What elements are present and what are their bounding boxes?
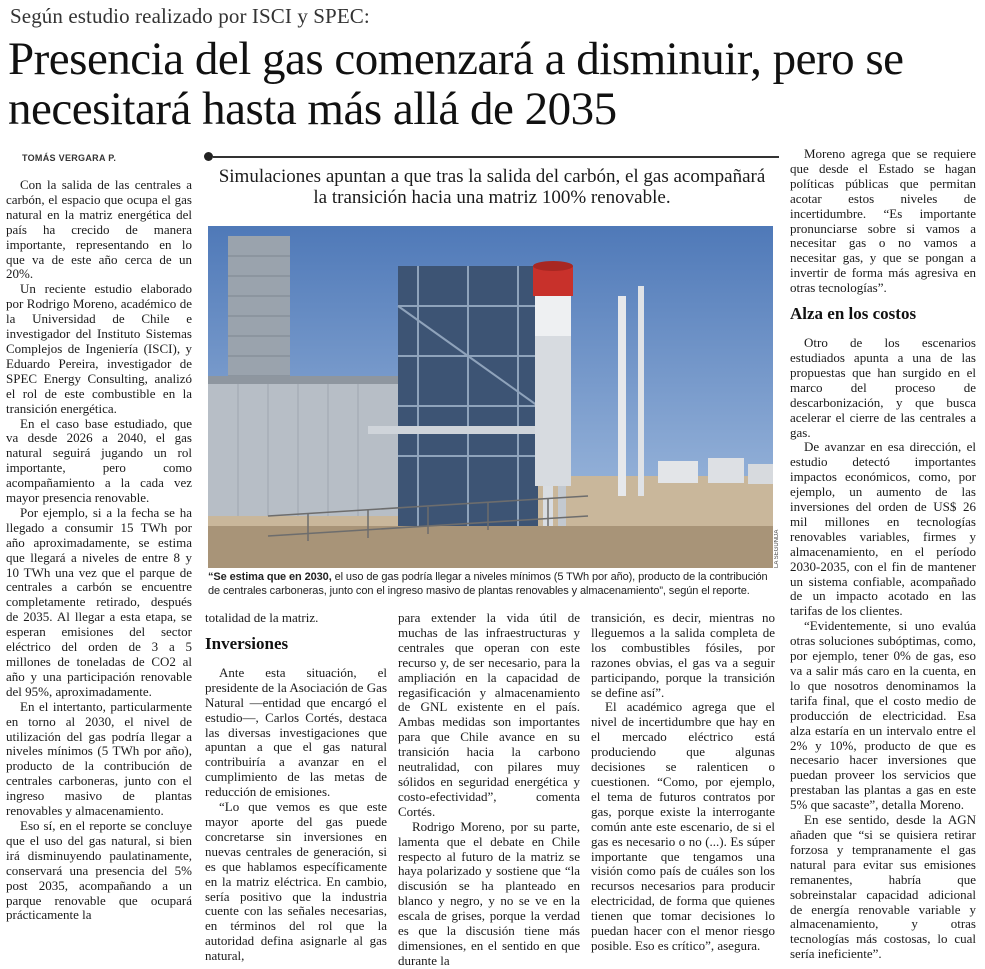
column3-paragraph: para extender la vida útil de muchas de las infraestructuras y centrales que operan con este recurso y, de ser necesario, para la ampliación en la capacidad de regasificación y almacenamiento de GNL existente en el país. Ambas medidas son importantes para que Chile avance en su transición hacia la carbono neutralidad, con pilares muy sólidos en seguridad energética y costo-efectividad”, comenta Cortés.: [398, 610, 580, 819]
power-plant-photo: [208, 226, 773, 568]
subhead-alza-costos: Alza en los costos: [790, 304, 917, 324]
article-headline: Presencia del gas comenzará a disminuir, pero se necesitará hasta más allá de 2035: [8, 33, 904, 135]
column1-paragraph: En el intertanto, particularmente en torno al 2030, el nivel de utilización del gas podría llegar a niveles mínimos (5 TWh por año), producto de la contribución de centrales carboneras, junto con el ingreso masivo de plantas renovables y almacenamiento.: [6, 698, 192, 819]
column1-paragraph: Con la salida de las centrales a carbón, el espacio que ocupa el gas natural en la matriz energética del país ha crecido de manera importante, representando en lo que va de este año cerca de un 20%.: [6, 177, 192, 282]
article-column-3: [398, 610, 580, 968]
column5-paragraph: En ese sentido, desde la AGN añaden que “si se quisiera retirar forzosa y tempranamente el gas natural para evitar sus emisiones remanentes, habría que sobreinstalar capacidad adicional de energía renovable variable y almacenamiento, y otras tecnologías más costosas, lo cual sería ineficiente”.: [790, 812, 976, 962]
column5-paragraph: Otro de los escenarios estudiados apunta a una de las propuestas que han surgido en el marco del proceso de descarbonización, y que busca acelerar el cierre de las centrales a gas.: [790, 335, 976, 440]
article-column-4: [591, 611, 775, 953]
deck-bullet: [204, 152, 213, 161]
caption-text: el uso de gas podría llegar a niveles mínimos (5 TWh por año), producto de la contribución de centrales carboneras, junto con el ingreso masivo de plantas renovables y almacenamiento”, según el reporte.: [208, 571, 768, 597]
column1-paragraph: Un reciente estudio elaborado por Rodrigo Moreno, académico de la Universidad de Chile e investigador del Instituto Sistemas Complejos de Ingeniería (ISCI), y Eduardo Pereira, investigador de SPEC Energy Consulting, analizó el rol de este combustible en la transición energética.: [6, 281, 192, 416]
column4-paragraph: transición, es decir, mientras no lleguemos a la salida completa de los combustibles fósiles, por razones obvias, el gas va a seguir participando, porque la transición se define así”.: [591, 610, 775, 700]
article-kicker: Según estudio realizado por ISCI y SPEC:: [10, 4, 370, 28]
deck-rule: [213, 156, 779, 158]
subhead-inversiones: Inversiones: [205, 633, 289, 653]
column5-paragraph: De avanzar en esa dirección, el estudio detectó importantes impactos económicos, como, por ejemplo, un aumento de las inversiones del orden de US$ 26 mil millones en tecnologías renovables variables, firmes y almacenamiento, en el período 2030-2035, con el fin de mantener un sistema confiable, acompañado de un impacto acotado en las tarifas de los clientes.: [790, 439, 976, 619]
caption-lead: “Se estima que en 2030,: [208, 571, 332, 583]
column4-paragraph: El académico agrega que el nivel de incertidumbre que hay en el mercado eléctrico está produciendo que algunas decisiones se ralenticen o cuestionen. “Como, por ejemplo, el tema de futuros contratos por gas, porque existe la interrogante común ante este escenario, de si el gas es necesario o no (...). Es súper importante que tengamos una visión como país de cuáles son los recursos necesarios para producir electricidad, de forma que quienes tienen que tomar decisiones lo puedan hacer con el menor riesgo posible. Eso es crítico”, asegura.: [591, 699, 775, 953]
article-byline: TOMÁS VERGARA P.: [22, 153, 117, 163]
column2-paragraph: Ante esta situación, el presidente de la Asociación de Gas Natural —entidad que encargó el estudio—, Carlos Cortés, destaca las diversas investigaciones que apuntan a que el gas natural contribuiría a avanzar en el cumplimiento de las metas de reducción de emisiones.: [205, 664, 387, 800]
column1-paragraph: Eso sí, en el reporte se concluye que el uso del gas natural, si bien irá disminuyendo paulatinamente, conservará una presencia del 5% post 2035, acompañando a un parque renovable que ocupará prácticamente la: [6, 817, 192, 923]
article-column-1: [6, 178, 192, 953]
column2-paragraph: “Lo que vemos es que este mayor aporte del gas puede concretarse sin inversiones en nuevas centrales de generación, si es que hablamos específicamente en la matriz eléctrica. En cambio, sería positivo que la industria cuente con las señales necesarias, en términos del rol que la autoridad defina asignarle al gas natural,: [205, 799, 387, 964]
article-column-5: [790, 146, 976, 962]
column3-paragraph: Rodrigo Moreno, por su parte, lamenta que el debate en Chile respecto al futuro de la matriz se haya polarizado y sostiene que “la discusión se ha planteado en blanco y negro, y no se ve en la escala de grises, porque la verdad es que la discusión tiene más dimensiones, en el sentido en que durante la: [398, 818, 580, 968]
photo-caption: [208, 571, 773, 598]
power-plant-illustration: [208, 226, 773, 568]
column1-paragraph: Por ejemplo, si a la fecha se ha llegado a consumir 15 TWh por año aproximadamente, se estima que llegará a niveles de entre 8 y 10 TWh una vez que el parque de centrales a carbón se encuentre completamente retirado, después de 2035. Al llegar a esta etapa, se esperan emisiones del sector eléctrico del orden de 3 a 5 millones de toneladas de CO2 al año y una participación renovable del 95%, aproximadamente.: [6, 504, 192, 699]
column5-intro: Moreno agrega que se requiere que desde el Estado se hagan políticas públicas que permitan acotar estos niveles de incertidumbre. “Es importante pronunciarse sobre si vamos a necesitar gas o no vamos a necesitar gas, y que se pongan a invertir de forma más agresiva en otras tecnologías”.: [790, 146, 976, 296]
article-deck: Simulaciones apuntan a que tras la salida del carbón, el gas acompañará la transición hacia una matriz 100% renovable.: [218, 166, 766, 208]
column1-paragraph: En el caso base estudiado, que va desde 2026 a 2040, el gas natural seguirá jugando un rol importante, pero como acompañamiento a la cada vez mayor presencia renovable.: [6, 415, 192, 506]
photo-credit: LA SEGUNDA: [774, 529, 780, 568]
article-column-2: [205, 610, 387, 964]
column2-continuation: totalidad de la matriz.: [205, 610, 319, 625]
column5-paragraph: “Evidentemente, si uno evalúa otras soluciones subóptimas, como, por ejemplo, tener 0% de gas, eso va a salir más caro en la cuenta, en lo que nosotros denominamos la tarifa final, que el costo medio de producción de electricidad. Esa alza estaría en un intervalo entre el 2% y 10%, producto de que es necesario hacer inversiones que puedan proveer los servicios que prestaban las plantas a gas en este 5% que sacaste”, detalla Moreno.: [790, 618, 976, 813]
